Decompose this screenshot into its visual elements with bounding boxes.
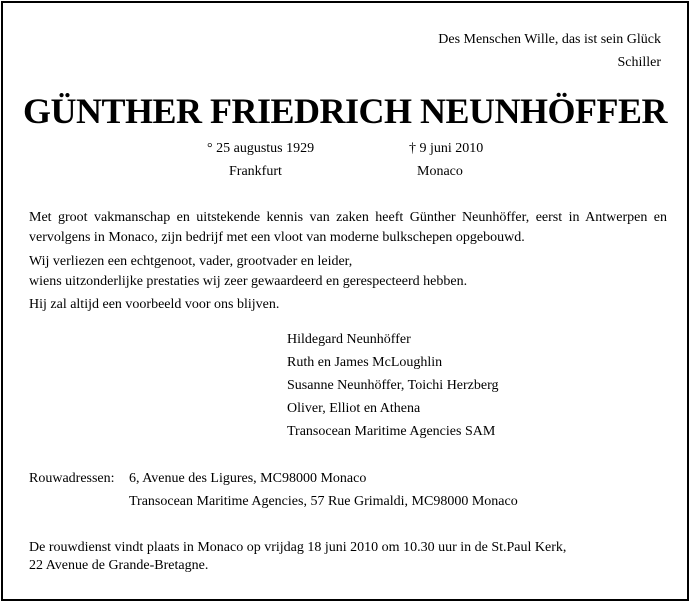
address-line: Transocean Maritime Agencies, 57 Rue Grimaldi, MC98000 Monaco <box>129 494 518 509</box>
paragraph-loss <box>29 252 667 292</box>
signatory: Oliver, Elliot en Athena <box>287 401 421 416</box>
epigraph-quote: Des Menschen Wille, das ist sein Glück <box>438 32 661 47</box>
service-line: 22 Avenue de Grande-Bretagne. <box>29 558 209 573</box>
paragraph-company <box>29 208 667 248</box>
paragraph-example: Hij zal altijd een voorbeeld voor ons blijven. <box>29 297 280 312</box>
paragraph-loss-line2: wiens uitzonderlijke prestaties wij zeer gewaardeerd en gerespecteerd hebben. <box>29 274 468 289</box>
obituary-notice <box>1 1 689 601</box>
paragraph-company-line1: Met groot vakmanschap en uitstekende kennis van zaken heeft Günther Neunhöffer, eerst in Antwerpen en <box>29 210 667 225</box>
service-line: De rouwdienst vindt plaats in Monaco op vrijdag 18 juni 2010 om 10.30 uur in de St.Paul Kerk, <box>29 540 567 555</box>
signatory: Transocean Maritime Agencies SAM <box>287 424 496 439</box>
signatory: Hildegard Neunhöffer <box>287 332 411 347</box>
birth-place: Frankfurt <box>229 164 282 179</box>
signatory: Ruth en James McLoughlin <box>287 355 443 370</box>
deceased-name: GÜNTHER FRIEDRICH NEUNHÖFFER <box>22 91 668 131</box>
paragraph-company-line2: vervolgens in Monaco, zijn bedrijf met een vloot van moderne bulkschepen opgebouwd. <box>29 230 525 245</box>
address-line: 6, Avenue des Ligures, MC98000 Monaco <box>129 471 367 486</box>
death-date: † 9 juni 2010 <box>409 141 484 156</box>
paragraph-loss-line1: Wij verliezen een echtgenoot, vader, grootvader en leider, <box>29 254 353 269</box>
signatory: Susanne Neunhöffer, Toichi Herzberg <box>287 378 499 393</box>
epigraph-author: Schiller <box>617 55 661 70</box>
addresses-label: Rouwadressen: <box>29 471 115 486</box>
birth-date: ° 25 augustus 1929 <box>207 141 315 156</box>
death-place: Monaco <box>417 164 463 179</box>
